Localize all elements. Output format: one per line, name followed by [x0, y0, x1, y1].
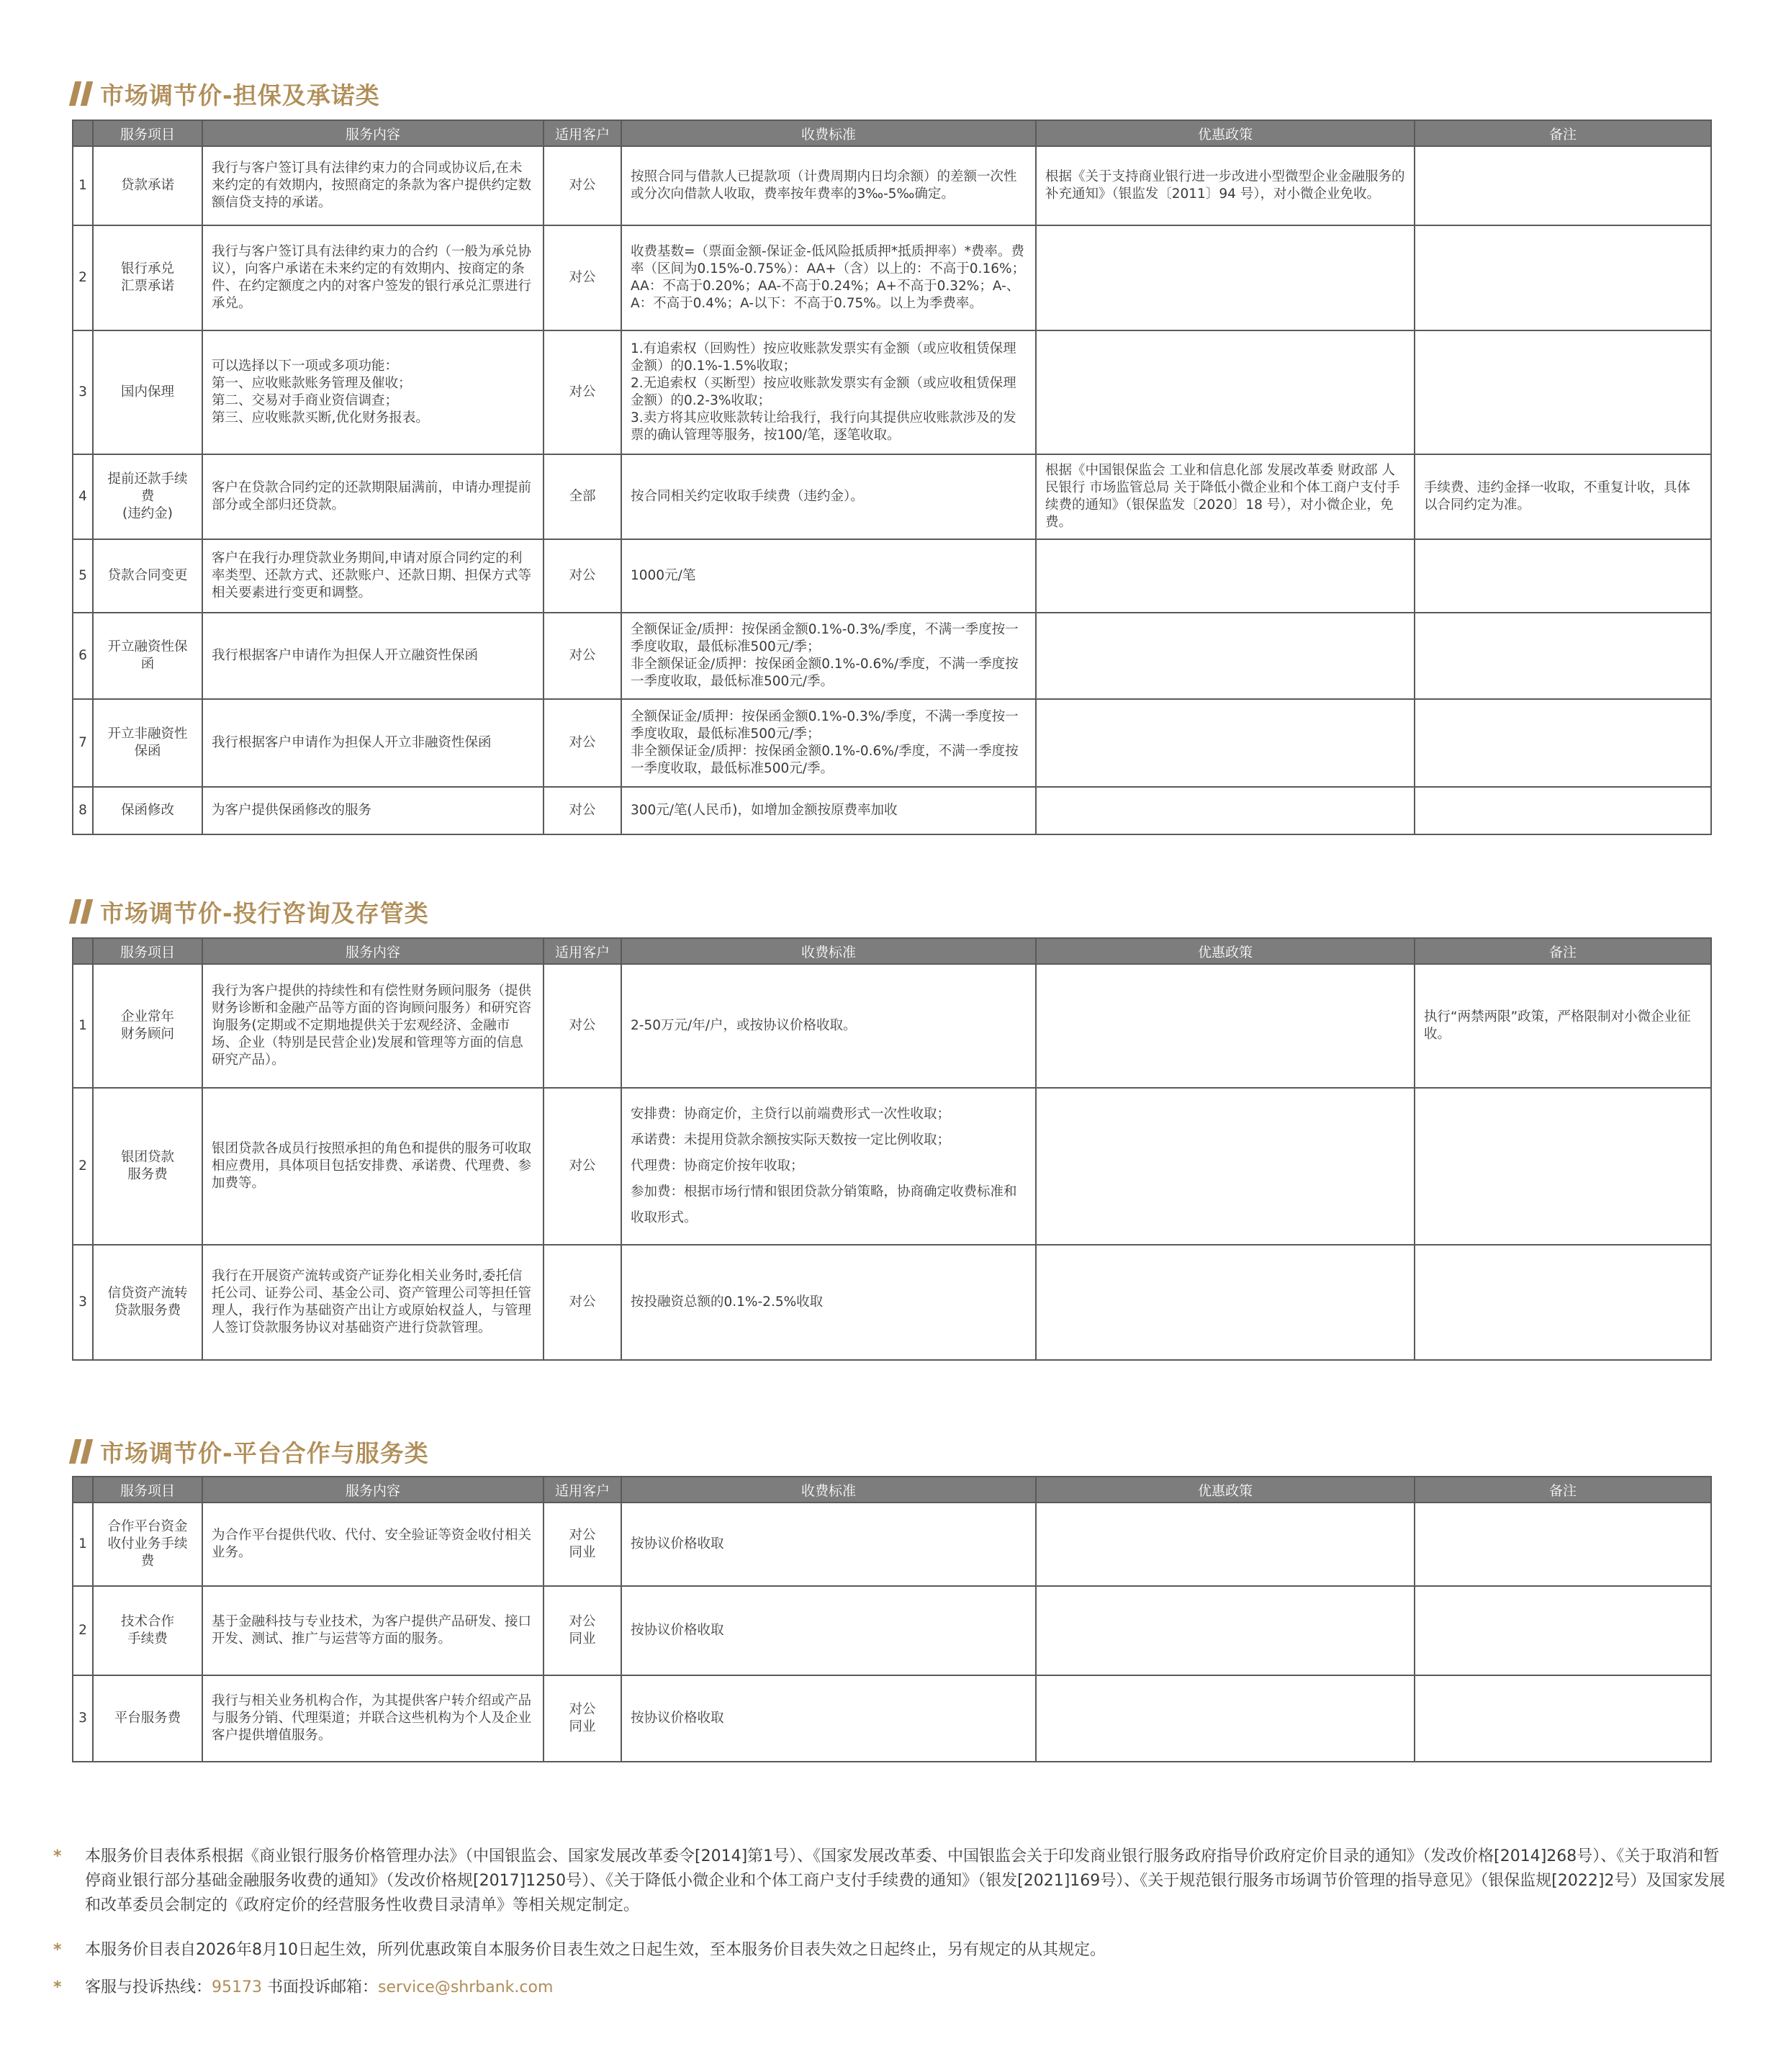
- table-header-row: [73, 120, 1711, 146]
- fee-standard: 按协议价格收取: [621, 1675, 1036, 1762]
- table-row: [73, 1088, 1711, 1245]
- service-content: 我行为客户提供的持续性和有偿性财务顾问服务（提供财务诊断和金融产品等方面的咨询顾问服务）和研究咨询服务(定期或不定期地提供关于宏观经济、金融市场、企业（特别是民营企业)发展和管理等方面的信息研究产品）。: [202, 964, 544, 1088]
- header-cell: 适用客户: [544, 938, 621, 964]
- header-cell: 优惠政策: [1036, 938, 1415, 964]
- table-row: [73, 330, 1711, 454]
- service-item: 信贷资产流转 贷款服务费: [93, 1245, 202, 1360]
- row-number: 1: [73, 146, 93, 225]
- discount-policy: 根据《中国银保监会 工业和信息化部 发展改革委 财政部 人民银行 市场监管总局 关于降低小微企业和个体工商户支付手续费的通知》（银保监发〔2020〕18 号），对小微企业，免费。: [1036, 454, 1415, 539]
- customer-type: 对公: [544, 1088, 621, 1245]
- header-cell-no: [73, 1477, 93, 1503]
- fee-standard: 1.有追索权（回购性）按应收账款发票实有金额（或应收租赁保理金额）的0.1%-1.5%收取； 2.无追索权（买断型）按应收账款发票实有金额（或应收租赁保理金额）的0.2-3%收取； 3.卖方将其应收账款转让给我行，我行向其提供应收账款涉及的发票的确认管理等服务，按100/笔，逐笔收取。: [621, 330, 1036, 454]
- section-title: [72, 78, 380, 109]
- service-content: 客户在贷款合同约定的还款期限届满前，申请办理提前部分或全部归还贷款。: [202, 454, 544, 539]
- section-title-text: 市场调节价-担保及承诺类: [100, 81, 380, 109]
- table-row: [73, 539, 1711, 613]
- discount-policy: [1036, 1503, 1415, 1586]
- email-label: 书面投诉邮箱：: [267, 1978, 379, 1996]
- remark: 执行“两禁两限”政策，严格限制对小微企业征收。: [1415, 964, 1711, 1088]
- service-content: 我行根据客户申请作为担保人开立非融资性保函: [202, 699, 544, 787]
- fee-table: [72, 937, 1712, 1361]
- service-item: 技术合作 手续费: [93, 1586, 202, 1675]
- footnote-star: *: [53, 1941, 62, 1959]
- row-number: 2: [73, 225, 93, 330]
- discount-policy: [1036, 787, 1415, 834]
- service-item: 贷款承诺: [93, 146, 202, 225]
- header-cell-no: [73, 938, 93, 964]
- remark: 手续费、违约金择一收取，不重复计收，具体以合同约定为准。: [1415, 454, 1711, 539]
- section-mark-icon: [69, 1439, 81, 1464]
- remark: [1415, 330, 1711, 454]
- fee-standard: 收费基数=（票面金额-保证金-低风险抵质押*抵质押率）*费率。费率（区间为0.15%-0.75%）：AA+（含）以上的：不高于0.16%；AA：不高于0.20%；AA-不高于0.24%；A+不高于0.32%；A-、A：不高于0.4%；A-以下：不高于0.75%。以上为季费率。: [621, 225, 1036, 330]
- service-item: 保函修改: [93, 787, 202, 834]
- service-content: 我行根据客户申请作为担保人开立融资性保函: [202, 613, 544, 699]
- table-row: [73, 1503, 1711, 1586]
- discount-policy: [1036, 1675, 1415, 1762]
- header-cell: 适用客户: [544, 120, 621, 146]
- remark: [1415, 1245, 1711, 1360]
- service-item: 国内保理: [93, 330, 202, 454]
- table-row: [73, 1675, 1711, 1762]
- header-cell: 优惠政策: [1036, 120, 1415, 146]
- customer-type: 对公: [544, 225, 621, 330]
- remark: [1415, 225, 1711, 330]
- header-cell: 服务项目: [93, 938, 202, 964]
- discount-policy: [1036, 1586, 1415, 1675]
- section-title-text: 市场调节价-平台合作与服务类: [100, 1438, 429, 1467]
- section-title: [72, 1436, 429, 1467]
- section-mark-icon: [69, 899, 81, 924]
- footnote-star: *: [53, 1847, 62, 1865]
- customer-type: 对公: [544, 787, 621, 834]
- customer-type: 对公 同业: [544, 1675, 621, 1762]
- remark: [1415, 539, 1711, 613]
- header-cell: 优惠政策: [1036, 1477, 1415, 1503]
- complaint-email-link[interactable]: service@shrbank.com: [378, 1978, 554, 1996]
- service-item: 企业常年 财务顾问: [93, 964, 202, 1088]
- header-cell: 备注: [1415, 1477, 1711, 1503]
- table-row: [73, 964, 1711, 1088]
- service-item: 合作平台资金 收付业务手续费: [93, 1503, 202, 1586]
- service-content: 客户在我行办理贷款业务期间,申请对原合同约定的利率类型、还款方式、还款账户、还款日期、担保方式等相关要素进行变更和调整。: [202, 539, 544, 613]
- customer-type: 对公: [544, 699, 621, 787]
- fee-standard: 300元/笔(人民币)，如增加金额按原费率加收: [621, 787, 1036, 834]
- table-row: [73, 225, 1711, 330]
- row-number: 2: [73, 1586, 93, 1675]
- discount-policy: [1036, 225, 1415, 330]
- service-content: 银团贷款各成员行按照承担的角色和提供的服务可收取相应费用，具体项目包括安排费、承诺费、代理费、参加费等。: [202, 1088, 544, 1245]
- fee-standard: 安排费：协商定价，主贷行以前端费形式一次性收取； 承诺费：未提用贷款余额按实际天数按一定比例收取； 代理费：协商定价按年收取； 参加费：根据市场行情和银团贷款分销策略，协商确定收费标准和收取形式。: [621, 1088, 1036, 1245]
- row-number: 1: [73, 964, 93, 1088]
- service-item: 贷款合同变更: [93, 539, 202, 613]
- service-content: 我行与客户签订具有法律约束力的合约（一般为承兑协议），向客户承诺在未来约定的有效期内、按商定的条件、在约定额度之内的对客户签发的银行承兑汇票进行承兑。: [202, 225, 544, 330]
- customer-type: 对公: [544, 964, 621, 1088]
- header-cell-no: [73, 120, 93, 146]
- fee-table: [72, 1476, 1712, 1762]
- service-item: 开立融资性保函: [93, 613, 202, 699]
- remark: [1415, 1088, 1711, 1245]
- discount-policy: [1036, 1245, 1415, 1360]
- section-title-text: 市场调节价-投行咨询及存管类: [100, 898, 429, 927]
- footnote-star: *: [53, 1978, 62, 1996]
- footnote-effective: [53, 1938, 1733, 1963]
- fee-standard: 按协议价格收取: [621, 1503, 1036, 1586]
- remark: [1415, 613, 1711, 699]
- header-cell: 服务内容: [202, 120, 544, 146]
- fee-standard: 按照合同与借款人已提款项（计费周期内日均余额）的差额一次性或分次向借款人收取，费率按年费率的3‰-5‰确定。: [621, 146, 1036, 225]
- header-cell: 收费标准: [621, 1477, 1036, 1503]
- header-cell: 服务内容: [202, 1477, 544, 1503]
- row-number: 3: [73, 330, 93, 454]
- discount-policy: [1036, 613, 1415, 699]
- fee-standard: 按协议价格收取: [621, 1586, 1036, 1675]
- table-header-row: [73, 1477, 1711, 1503]
- discount-policy: [1036, 964, 1415, 1088]
- footnote-text: 本服务价目表体系根据《商业银行服务价格管理办法》（中国银监会、国家发展改革委令[2014]第1号）、《国家发展改革委、中国银监会关于印发商业银行服务政府指导价政府定价目录的通知》（发改价格[2014]268号）、《关于取消和暂停商业银行部分基础金融服务收费的通知》（发改价格规[2017]1250号）、《关于降低小微企业和个体工商户支付手续费的通知》（银发[2021]169号）、《关于规范银行服务市场调节价管理的指导意见》（银保监规[2022]2号）及国家发展和改革委员会制定的《政府定价的经营服务性收费目录清单》等相关规定制定。: [85, 1847, 1726, 1914]
- section-title: [72, 896, 429, 927]
- fee-standard: 全额保证金/质押：按保函金额0.1%-0.3%/季度，不满一季度按一季度收取，最低标准500元/季； 非全额保证金/质押：按保函金额0.1%-0.6%/季度，不满一季度按一季度收取，最低标准500元/季。: [621, 613, 1036, 699]
- hotline-label: 客服与投诉热线：: [85, 1978, 212, 1996]
- fee-standard: 按合同相关约定收取手续费（违约金）。: [621, 454, 1036, 539]
- service-content: 为客户提供保函修改的服务: [202, 787, 544, 834]
- discount-policy: [1036, 699, 1415, 787]
- customer-type: 对公: [544, 613, 621, 699]
- section-mark-icon: [69, 81, 81, 106]
- header-cell: 适用客户: [544, 1477, 621, 1503]
- table-header-row: [73, 938, 1711, 964]
- row-number: 5: [73, 539, 93, 613]
- header-cell: 服务内容: [202, 938, 544, 964]
- footnote-basis: [53, 1844, 1733, 1918]
- remark: [1415, 1586, 1711, 1675]
- header-cell: 收费标准: [621, 120, 1036, 146]
- footnote-contact: [53, 1976, 1733, 2000]
- service-content: 基于金融科技与专业技术，为客户提供产品研发、接口开发、测试、推广与运营等方面的服务。: [202, 1586, 544, 1675]
- customer-type: 对公: [544, 1245, 621, 1360]
- fee-standard: 2-50万元/年/户，或按协议价格收取。: [621, 964, 1036, 1088]
- header-cell: 收费标准: [621, 938, 1036, 964]
- row-number: 1: [73, 1503, 93, 1586]
- fee-standard: 全额保证金/质押：按保函金额0.1%-0.3%/季度，不满一季度按一季度收取，最低标准500元/季； 非全额保证金/质押：按保函金额0.1%-0.6%/季度，不满一季度按一季度收取，最低标准500元/季。: [621, 699, 1036, 787]
- section-mark-icon: [81, 1439, 93, 1464]
- remark: [1415, 1675, 1711, 1762]
- row-number: 4: [73, 454, 93, 539]
- header-cell: 服务项目: [93, 1477, 202, 1503]
- service-content: 我行与相关业务机构合作，为其提供客户转介绍或产品与服务分销、代理渠道；并联合这些机构为个人及企业客户提供增值服务。: [202, 1675, 544, 1762]
- service-item: 开立非融资性 保函: [93, 699, 202, 787]
- remark: [1415, 146, 1711, 225]
- customer-type: 对公: [544, 539, 621, 613]
- fee-standard: 1000元/笔: [621, 539, 1036, 613]
- row-number: 2: [73, 1088, 93, 1245]
- table-row: [73, 1245, 1711, 1360]
- header-cell: 备注: [1415, 120, 1711, 146]
- customer-type: 对公 同业: [544, 1586, 621, 1675]
- header-cell: 服务项目: [93, 120, 202, 146]
- discount-policy: 根据《关于支持商业银行进一步改进小型微型企业金融服务的补充通知》（银监发〔2011〕94 号），对小微企业免收。: [1036, 146, 1415, 225]
- service-content: 我行与客户签订具有法律约束力的合同或协议后,在未来约定的有效期内，按照商定的条款为客户提供约定数额信贷支持的承诺。: [202, 146, 544, 225]
- header-cell: 备注: [1415, 938, 1711, 964]
- service-item: 平台服务费: [93, 1675, 202, 1762]
- row-number: 7: [73, 699, 93, 787]
- section-mark-icon: [81, 81, 93, 106]
- remark: [1415, 699, 1711, 787]
- service-item: 提前还款手续费 (违约金): [93, 454, 202, 539]
- hotline-number[interactable]: 95173: [212, 1978, 263, 1996]
- discount-policy: [1036, 539, 1415, 613]
- row-number: 8: [73, 787, 93, 834]
- remark: [1415, 1503, 1711, 1586]
- service-item: 银团贷款 服务费: [93, 1088, 202, 1245]
- service-content: 我行在开展资产流转或资产证券化相关业务时,委托信托公司、证券公司、基金公司、资产管理公司等担任管理人，我行作为基础资产出让方或原始权益人，与管理人签订贷款服务协议对基础资产进行贷款管理。: [202, 1245, 544, 1360]
- service-item: 银行承兑 汇票承诺: [93, 225, 202, 330]
- table-row: [73, 699, 1711, 787]
- customer-type: 对公: [544, 146, 621, 225]
- service-content: 可以选择以下一项或多项功能： 第一、应收账款账务管理及催收； 第二、交易对手商业资信调查； 第三、应收账款买断,优化财务报表。: [202, 330, 544, 454]
- remark: [1415, 787, 1711, 834]
- service-content: 为合作平台提供代收、代付、安全验证等资金收付相关业务。: [202, 1503, 544, 1586]
- discount-policy: [1036, 1088, 1415, 1245]
- table-row: [73, 787, 1711, 834]
- footnote-text: 本服务价目表自2026年8月10日起生效，所列优惠政策自本服务价目表生效之日起生效，至本服务价目表失效之日起终止，另有规定的从其规定。: [85, 1941, 1106, 1959]
- row-number: 6: [73, 613, 93, 699]
- table-row: [73, 146, 1711, 225]
- discount-policy: [1036, 330, 1415, 454]
- row-number: 3: [73, 1245, 93, 1360]
- table-row: [73, 454, 1711, 539]
- fee-standard: 按投融资总额的0.1%-2.5%收取: [621, 1245, 1036, 1360]
- section-mark-icon: [81, 899, 93, 924]
- fee-table: [72, 120, 1712, 835]
- table-row: [73, 1586, 1711, 1675]
- customer-type: 对公: [544, 330, 621, 454]
- table-row: [73, 613, 1711, 699]
- row-number: 3: [73, 1675, 93, 1762]
- customer-type: 全部: [544, 454, 621, 539]
- customer-type: 对公 同业: [544, 1503, 621, 1586]
